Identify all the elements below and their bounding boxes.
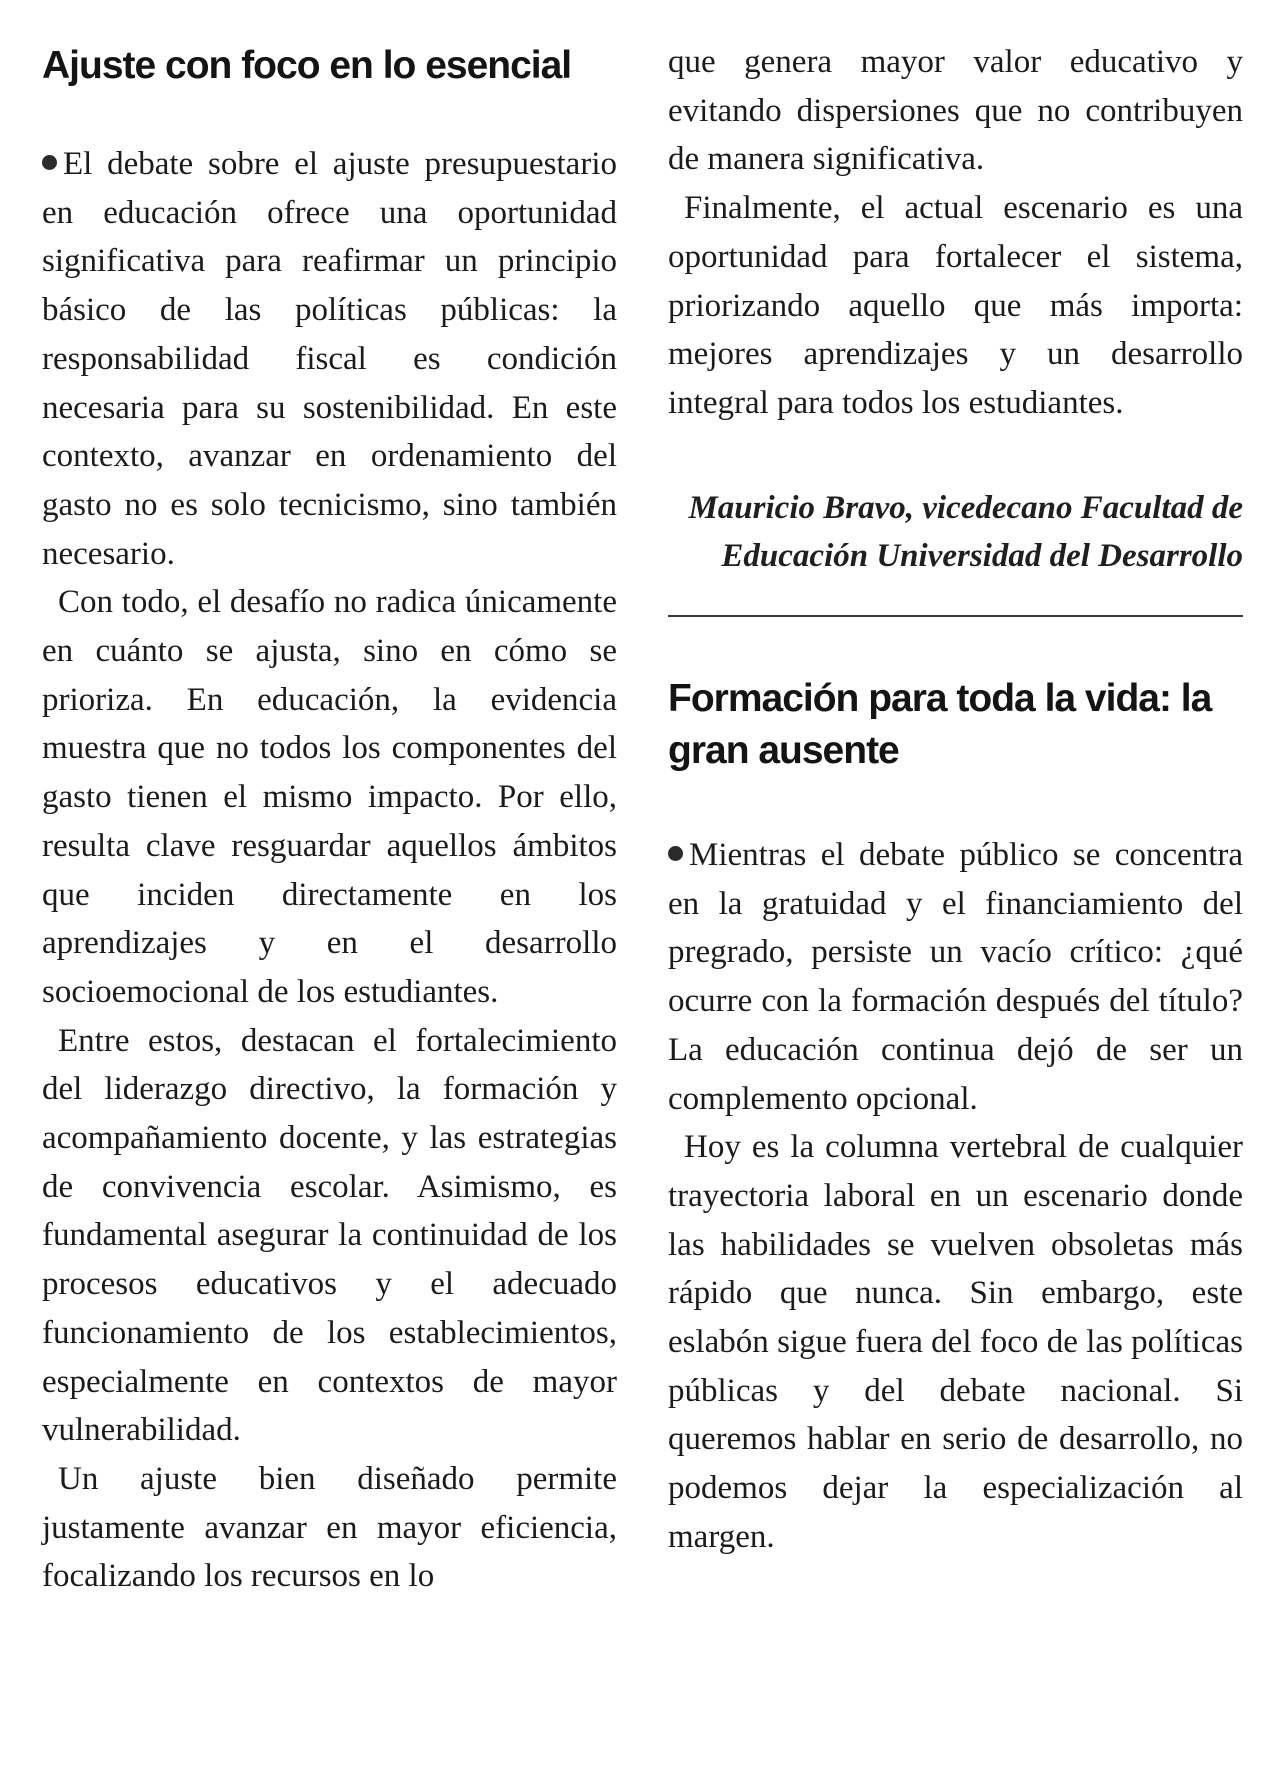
article-1-paragraph: Finalmente, el actual escenario es una oportunidad para fortalecer el sistema, priorizando aquello que más importa: mejores aprendizajes y un desarrollo integral para todos los estudiantes. [668,190,1243,421]
article-1-continuation [668,38,1243,428]
article-1-lead-paragraph: El debate sobre el ajuste presupuestario en educación ofrece una oportunidad significativa para reafirmar un principio básico de las políticas públicas: la responsabilidad fiscal es condición necesaria para su sostenibilidad. En este contexto, avanzar en ordenamiento del gasto no es solo tecnicismo, sino también necesario. [42,146,617,572]
right-column [668,38,1243,1562]
article-1-signature: Mauricio Bravo, vicedecano Facultad de Educación Universidad del Desarrollo [688,489,1243,575]
article-1-paragraph: Con todo, el desafío no radica únicamente en cuánto se ajusta, sino en cómo se prioriza. En educación, la evidencia muestra que no todos los componentes del gasto tienen el mismo impacto. Por ello, resulta clave resguardar aquellos ámbitos que inciden directamente en los aprendizajes y en el desarrollo socioemocional de los estudiantes. [42,584,617,1010]
left-column [42,38,617,1601]
article-2-lead-paragraph: Mientras el debate público se concentra en la gratuidad y el financiamiento del pregrado, persiste un vacío crítico: ¿qué ocurre con la formación después del título? La educación continua dejó de ser un complemento opcional. [668,837,1243,1117]
article-1-body [42,140,617,1601]
article-1-paragraph: Un ajuste bien diseñado permite justamente avanzar en mayor eficiencia, focalizando los recursos en lo [42,1460,617,1595]
article-1-headline: Ajuste con foco en lo esencial [42,44,572,87]
bullet-dot-icon [42,155,57,170]
article-divider [668,615,1243,617]
article-2-body [668,831,1243,1562]
bullet-dot-icon [668,846,683,861]
article-1-continued-paragraph: que genera mayor valor educativo y evitando dispersiones que no contribuyen de manera significativa. [668,44,1243,178]
article-2-headline: Formación para toda la vida: la gran ausente [668,677,1212,773]
article-1-paragraph: Entre estos, destacan el fortalecimiento del liderazgo directivo, la formación y acompañamiento docente, y las estrategias de convivencia escolar. Asimismo, es fundamental asegurar la continuidad de los procesos educativos y el adecuado funcionamiento de los establecimientos, especialmente en contextos de mayor vulnerabilidad. [42,1022,617,1449]
article-2-paragraph: Hoy es la columna vertebral de cualquier trayectoria laboral en un escenario donde las habilidades se vuelven obsoletas más rápido que nunca. Sin embargo, este eslabón sigue fuera del foco de las políticas públicas y del debate nacional. Si queremos hablar en serio de desarrollo, no podemos dejar la especialización al margen. [668,1129,1243,1555]
